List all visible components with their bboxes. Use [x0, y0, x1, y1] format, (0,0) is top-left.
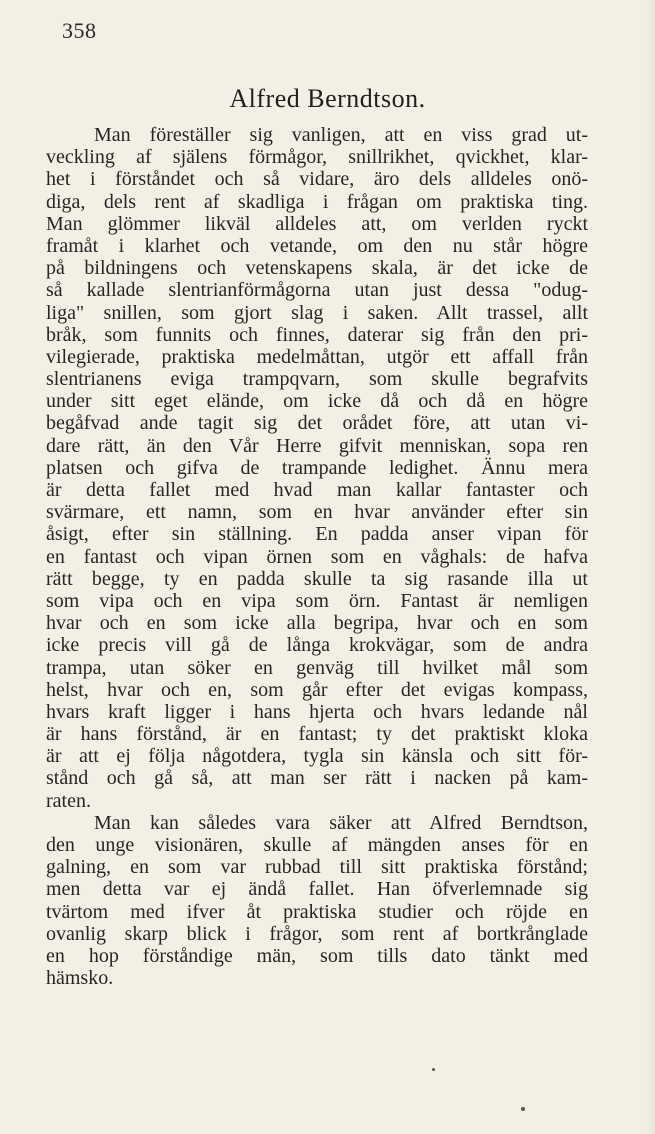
text-line: liga" snillen, som gjort slag i saken. Allt trassel, allt: [46, 301, 588, 324]
text-line: är detta fallet med hvad man kallar fantaster och: [46, 479, 588, 501]
chapter-heading: Alfred Berndtson.: [229, 84, 426, 113]
text-line: vilegierade, praktiska medelmåttan, utgör ett affall från: [46, 345, 588, 368]
text-line: hämsko.: [46, 967, 114, 990]
text-line: slentrianens eviga trampqvarn, som skulle begrafvits: [46, 368, 588, 391]
text-line: veckling af själens förmågor, snillrikhet, qvickhet, klar-: [46, 146, 588, 169]
text-line: svärmare, ett namn, som en hvar använder efter sin: [46, 501, 588, 524]
text-line: en hop förståndige män, som tills dato tänkt med: [46, 944, 588, 967]
text-line: men detta var ej ändå fallet. Han öfverlemnade sig: [46, 878, 588, 901]
text-line: dare rätt, än den Vår Herre gifvit menniskan, sopa ren: [46, 434, 588, 457]
text-line: Man glömmer likväl alldeles att, om verlden ryckt: [46, 212, 588, 235]
text-line: på bildningens och vetenskapens skala, är det icke de: [46, 257, 588, 280]
text-line: är hans förstånd, är en fantast; ty det praktiskt kloka: [46, 723, 588, 746]
text-line: helst, hvar och en, som går efter det evigas kompass,: [46, 678, 588, 701]
text-line: bråk, som funnits och finnes, daterar sig från den pri-: [46, 323, 588, 346]
text-line: under sitt eget elände, om icke då och då en högre: [46, 390, 588, 413]
text-line: Man kan således vara säker att Alfred Berndtson,: [94, 811, 588, 834]
text-line: platsen och gifva de trampande ledighet. Ännu mera: [46, 456, 588, 479]
ink-speck: [521, 1107, 525, 1111]
text-line: diga, dels rent af skadliga i frågan om praktiska ting.: [46, 190, 588, 213]
text-line: hvar och en som icke alla begripa, hvar och en som: [46, 612, 588, 635]
text-line: icke precis vill gå de långa krokvägar, som de andra: [46, 634, 588, 657]
text-line: åsigt, efter sin ställning. En padda anser vipan för: [46, 523, 588, 546]
text-line: som vipa och en vipa som örn. Fantast är nemligen: [46, 589, 588, 612]
text-line: raten.: [46, 789, 91, 812]
body-text: [46, 124, 588, 989]
text-line: galning, en som var rubbad till sitt praktiska förstånd;: [46, 856, 588, 879]
text-line: rätt begge, ty en padda skulle ta sig rasande illa ut: [46, 567, 588, 590]
page-number: 358: [62, 18, 97, 43]
text-line: så kallade slentrianförmågorna utan just dessa "odug-: [46, 279, 588, 302]
paragraph: [46, 124, 588, 812]
text-line: den unge visionären, skulle af mängden anses för en: [46, 834, 588, 856]
text-line: stånd och gå så, att man ser rätt i nacken på kam-: [46, 767, 588, 790]
text-line: het i förståndet och så vidare, äro dels alldeles onö-: [46, 168, 588, 191]
text-line: Man föreställer sig vanligen, att en viss grad ut-: [94, 124, 588, 146]
paragraph: [46, 812, 588, 990]
text-line: tvärtom med ifver åt praktiska studier och röjde en: [46, 900, 588, 923]
text-line: trampa, utan söker en genväg till hvilket mål som: [46, 656, 588, 679]
text-line: är att ej följa någotdera, tygla sin känsla och sitt för-: [46, 745, 588, 768]
ink-speck: [432, 1068, 435, 1071]
text-line: hvars kraft ligger i hans hjerta och hvars ledande nål: [46, 700, 588, 723]
text-line: en fantast och vipan örnen som en våghals: de hafva: [46, 545, 588, 568]
page-edge: [647, 0, 655, 1134]
text-line: begåfvad ande tagit sig det orådet före, att utan vi-: [46, 412, 588, 435]
text-line: ovanlig skarp blick i frågor, som rent af bortkrånglade: [46, 922, 588, 945]
text-line: framåt i klarhet och vetande, om den nu står högre: [46, 234, 588, 257]
